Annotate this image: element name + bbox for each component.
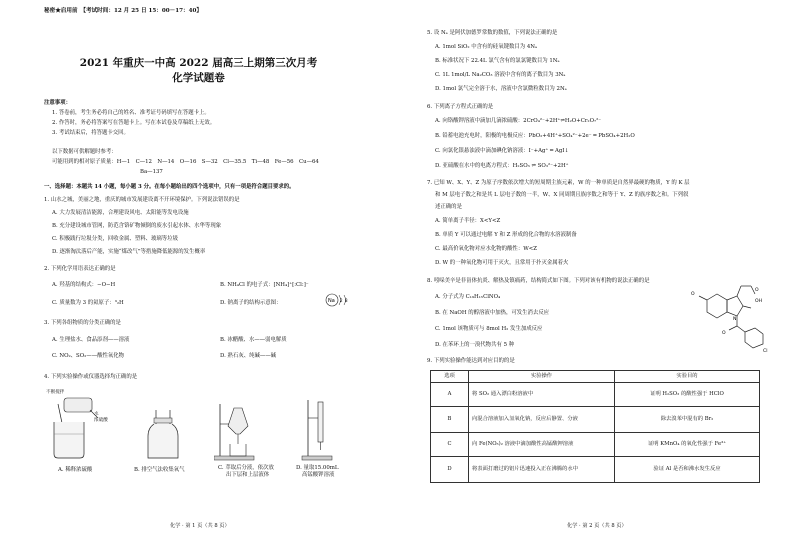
table-row (431, 407, 760, 433)
notice-heading: 注意事项： (44, 100, 71, 106)
q3-option-b: B. 冰醋酸、水——弱电解质 (220, 337, 287, 343)
secret-header: 秘密★启用前 【考试时间：12 月 25 日 15：00－17：40】 (44, 8, 203, 14)
svg-text:8: 8 (345, 298, 348, 303)
operation-cell: 向 Fe(NO₃)₂ 溶液中滴加酸性高锰酸钾溶液 (469, 433, 615, 457)
svg-text:OH: OH (755, 299, 763, 304)
table-row (431, 433, 760, 457)
option-cell: C (431, 433, 469, 457)
option-cell: B (431, 407, 469, 433)
q6-option-b: B. 铅蓄电池充电时，阳极的电极反应：PbO₂+4H⁺+SO₄²⁻+2e⁻ ═ PbSO₄+2H₂O (435, 133, 635, 139)
atomic-intro: 以下数据可供解题时参考： (52, 149, 117, 155)
exam-title: 2021 年重庆一中高 2022 届高三上期第三次月考 (79, 57, 318, 69)
operation-cell: 将 SO₂ 通入漂白粉溶液中 (469, 383, 615, 407)
q7-option-d: D. W 的一种氧化物可用于灭火，且常用于扑灭金属着火 (435, 260, 569, 266)
stir-label: 不断搅拌 (46, 390, 65, 395)
q3-option-c: C. NO₂、SO₂——酸性氧化物 (52, 353, 125, 359)
q4-option-c: C. 萃取后分液，依次放 (218, 465, 274, 471)
page-footer: 化学 · 第 2 页（共 8 页） (567, 523, 627, 529)
q3-option-a: A. 生理盐水、食品添剂——溶液 (52, 337, 130, 343)
purpose-cell: 验证 Al 是否和沸水发生反应 (615, 457, 760, 483)
q1-option-b: B. 充分建设城市管网，防范含铬矿物倾倒的废水引起水体、水华等现象 (52, 223, 222, 229)
notice-item: 2. 作答时，务必将答案写在答题卡上。写在本试卷及草稿纸上无效。 (52, 120, 216, 126)
q5-stem: 5. 设 Nₐ 是阿伏加德罗常数的数值，下列说法正确的是 (427, 30, 558, 36)
q8-option-c: C. 1mol 该物质可与 8mol H₂ 发生加成反应 (435, 326, 543, 332)
q3-option-d: D. 熟石灰、纯碱——碱 (220, 353, 277, 359)
purpose-cell: 证明 KMnO₄ 的氧化性强于 Fe³⁺ (615, 433, 760, 457)
q7-option-c: C. 最高价氧化物对应水化物的酸性：W<Z (435, 246, 538, 252)
q5-option-d: D. 1mol 氯气完全溶于水，溶液中含氯微粒数目为 2Nₐ (435, 86, 567, 92)
q1-option-d: D. 逐渐淘汰落后产能，实施“煤改气”等措施降低能源的发生概率 (52, 249, 206, 255)
water-label: 水 (94, 412, 99, 417)
svg-text:2: 2 (340, 298, 343, 303)
purpose-cell: 除去溴苯中混有的 Br₂ (615, 407, 760, 433)
q4-option-a: A. 稀释浓硫酸 (58, 467, 93, 473)
q4-stem: 4. 下列实验操作或仪器选择均正确的是 (44, 374, 138, 380)
separatory-funnel-figure (214, 404, 264, 462)
q9-table (430, 370, 760, 483)
svg-text:Cl: Cl (763, 349, 768, 354)
indomethacin-structure (689, 282, 771, 358)
q2-option-a: A. 羟基的结构式：−O−H (52, 282, 116, 288)
q5-option-c: C. 1L 1mol/L Na₂CO₃ 溶液中含有的离子数目为 3Nₐ (435, 72, 566, 78)
column-header: 选项 (431, 371, 469, 383)
q1-option-c: C. 积极践行垃圾分类，回收金属、塑料、玻璃等垃圾 (52, 236, 178, 242)
q3-stem: 3. 下列各组物质的分类正确的是 (44, 320, 121, 326)
table-row (431, 383, 760, 407)
q2-stem: 2. 下列化学用语表达正确的是 (44, 266, 116, 272)
dilute-acid-figure (44, 396, 124, 462)
burette-figure (300, 400, 340, 462)
exam-subtitle: 化学试题卷 (172, 72, 225, 84)
q6-option-c: C. 向氯化银悬浊液中滴加碘化钠溶液：I⁻+Ag⁺ ═ AgI↓ (435, 148, 569, 154)
svg-text:Na: Na (328, 298, 335, 304)
q6-option-d: D. 亚硫酸在水中的电离方程式：H₂SO₃ ⇌ SO₃²⁻+2H⁺ (435, 163, 569, 169)
q7-stem-2: 和 M 层电子数之和是其 L 层电子数的一半，W、X 同周期且族序数之和等于 Y、Z 的族序数之和。下列叙 (435, 192, 689, 198)
table-row (431, 457, 760, 483)
svg-text:O: O (722, 331, 726, 336)
q2-option-b: B. NH₄Cl 的电子式：[NH₄]⁺[:Cl:]⁻ (220, 282, 309, 288)
gas-bottle-figure (140, 410, 190, 462)
table-header-row (431, 371, 760, 383)
section-heading: 一、选择题：本题共 14 小题，每小题 3 分。在每小题给出的四个选项中，只有一项是符合题目要求的。 (44, 184, 295, 190)
notice-item: 1. 答卷前，考生务必将自己的姓名、准考证号码填写在答题卡上。 (52, 110, 210, 116)
operation-cell: 向混合溶液加入氢氧化钠，反应后静置、分液 (469, 407, 615, 433)
q7-stem: 7. 已知 W、X、Y、Z 为原子序数依次增大的短周期主族元素，W 的一种单质是自然界最硬的物质，Y 的 K 层 (427, 180, 690, 186)
q8-stem: 8. 吲哚美辛是非甾体抗炎、解热及镇痛药，结构简式如下图。下列对该有机物的说法正确的是 (427, 278, 650, 284)
q6-stem: 6. 下列离子方程式正确的是 (427, 104, 494, 110)
q1-option-a: A. 大力发展清洁能源，合理建设风电、太阳能等发电设施 (52, 210, 189, 216)
q7-option-b: B. 单质 Y 可以通过电解 Y 和 Z 形成的化合物的水溶液制备 (435, 232, 577, 238)
atomic-masses: 可能用到的相对原子质量：H—1 C—12 N—14 O—16 S—32 Cl—35.5 Ti—48 Fe—56 Cu—64 (52, 159, 319, 165)
q2-option-d: D. 钠离子的结构示意图： (220, 300, 282, 306)
acid-label: 浓硫酸 (94, 418, 108, 423)
q7-stem-3: 述正确的是 (435, 204, 462, 210)
q9-stem: 9. 下列实验操作能达到对应目的的是 (427, 358, 515, 364)
option-cell: D (431, 457, 469, 483)
svg-text:O: O (755, 288, 759, 293)
q2-option-c: C. 质量数为 3 的氦原子：³₂H (52, 300, 124, 306)
q4-option-b: B. 排空气法收集氧气 (134, 467, 185, 473)
q5-option-a: A. 1mol SiO₂ 中含有的硅氧键数目为 4Nₐ (435, 44, 538, 50)
option-cell: A (431, 383, 469, 407)
q4-option-d-cont: 高锰酸钾溶液 (302, 472, 335, 478)
q4-option-c-cont: 出下层和上层液体 (226, 472, 270, 478)
column-header: 实验操作 (469, 371, 615, 383)
q7-option-a: A. 简单离子半径：X<Y<Z (435, 218, 501, 224)
svg-text:O: O (691, 292, 695, 297)
column-header: 实验目的 (615, 371, 760, 383)
q5-option-b: B. 标准状况下 22.4L 氯气含有的氯氯键数目为 1Nₐ (435, 58, 560, 64)
q8-option-d: D. 在苯环上的一溴代物共有 5 种 (435, 342, 515, 348)
q1-stem: 1. 山水之城，美丽之地，重庆的城市发展建设离不开环境保护。下列说法错误的是 (44, 197, 240, 203)
q8-option-a: A. 分子式为 C₁₉H₁₅ClNO₄ (435, 294, 501, 300)
q8-option-b: B. 在 NaOH 的醇溶液中加热，可发生消去反应 (435, 310, 550, 316)
purpose-cell: 证明 H₂SO₃ 的酸性强于 HClO (615, 383, 760, 407)
q6-option-a: A. 向铬酸钾溶液中滴加几滴浓硫酸：2CrO₄²⁻+2H⁺⇌H₂O+Cr₂O₇²⁻ (435, 118, 602, 124)
page-footer: 化学 · 第 1 页（共 8 页） (170, 523, 230, 529)
sodium-ion-diagram (324, 292, 352, 308)
operation-cell: 将表面打磨过的铝片迅速投入正在沸腾的水中 (469, 457, 615, 483)
svg-text:N: N (733, 317, 737, 322)
q4-option-d: D. 量取15.00mL (296, 465, 339, 471)
atomic-masses-2: Ba—137 (140, 169, 163, 175)
notice-item: 3. 考试结束后，将答题卡交回。 (52, 130, 129, 136)
